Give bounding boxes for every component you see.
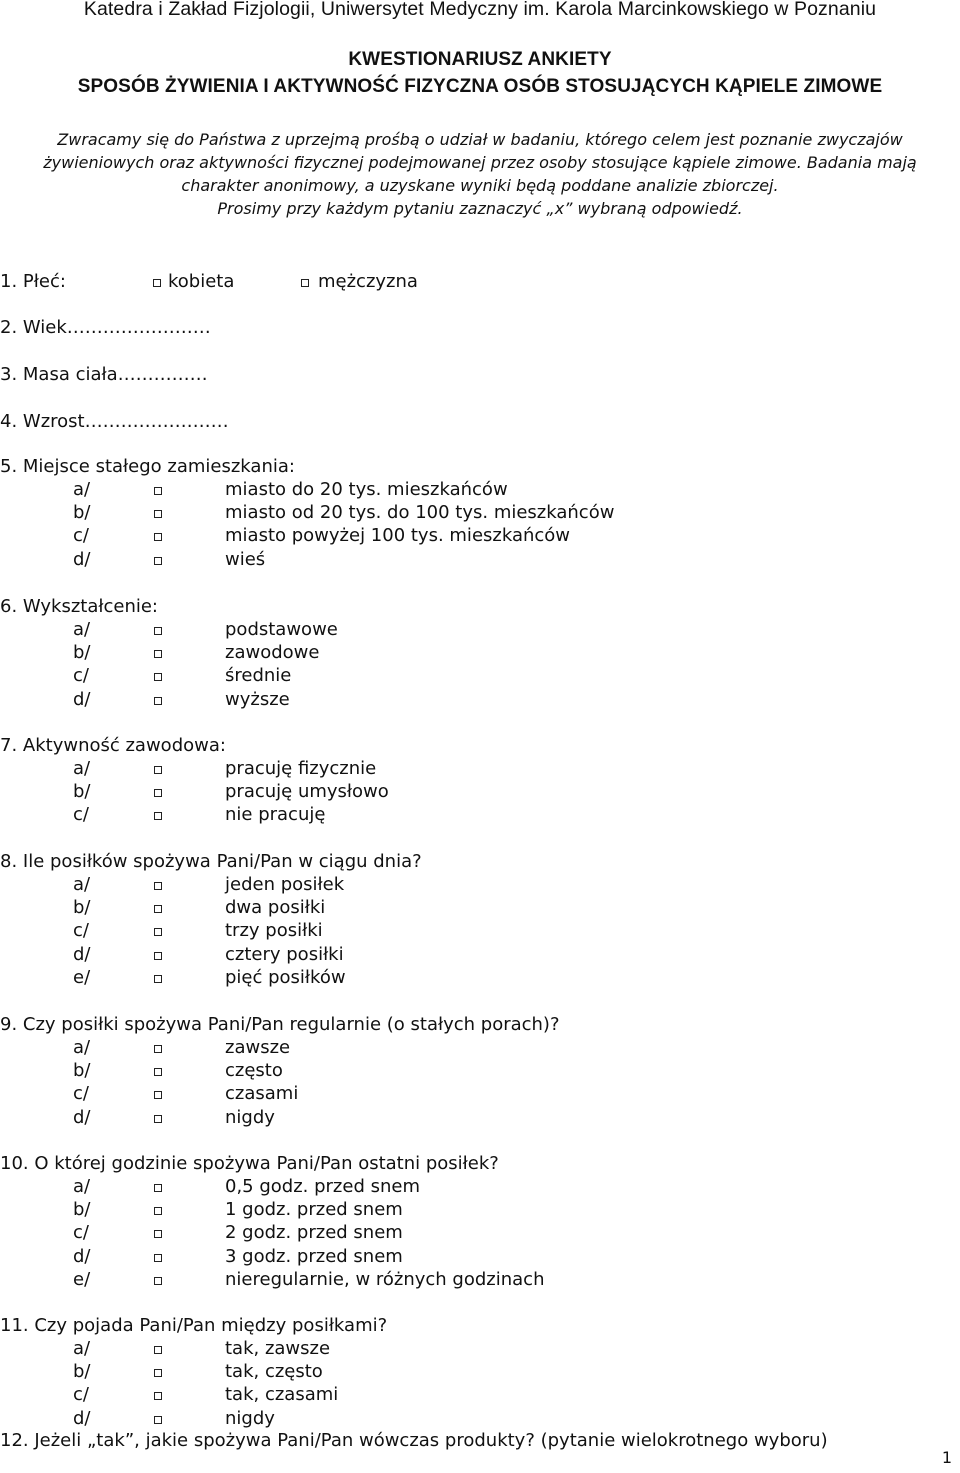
option-checkbox[interactable] [154,510,162,518]
option-label: a/ [73,1176,91,1197]
option-text: wieś [225,548,266,570]
checkbox-mezczyzna[interactable] [301,279,309,287]
page-number: 1 [941,1448,952,1467]
option-label: b/ [73,502,91,524]
option-label: a/ [73,874,91,895]
option-label: b/ [73,1199,91,1221]
option-checkbox[interactable] [154,487,162,495]
option-checkbox[interactable] [154,789,162,797]
intro-line: charakter anonimowy, a uzyskane wyniki będą poddane analizie zbiorczej. [181,176,779,195]
question-7: 7. Aktywność zawodowa: [0,735,226,756]
option-checkbox[interactable] [154,1115,162,1123]
option-kobieta: kobieta [168,271,235,292]
question-12: 12. Jeżeli „tak”, jakie spożywa Pani/Pan wówczas produkty? (pytanie wielokrotnego wyboru) [0,1430,828,1451]
option-text: jeden posiłek [225,874,345,895]
option-text: nigdy [225,1407,275,1429]
option-mezczyzna: mężczyzna [318,271,418,292]
option-checkbox[interactable] [154,1068,162,1076]
question-10: 10. O której godzinie spożywa Pani/Pan ostatni posiłek? [0,1153,499,1174]
option-text: dwa posiłki [225,897,326,919]
option-text: 2 godz. przed snem [225,1222,403,1244]
intro-line: Zwracamy się do Państwa z uprzejmą prośbą o udział w badaniu, którego celem jest poznanie zwyczajów [57,130,903,149]
option-label: c/ [73,804,89,826]
questionnaire-subtitle: SPOSÓB ŻYWIENIA I AKTYWNOŚĆ FIZYCZNA OSÓB STOSUJĄCYCH KĄPIELE ZIMOWE [77,76,883,97]
option-checkbox[interactable] [154,1230,162,1238]
option-label: b/ [73,642,91,664]
option-checkbox[interactable] [154,697,162,705]
option-label: b/ [73,897,91,919]
option-checkbox[interactable] [154,1045,162,1053]
option-label: a/ [73,1037,91,1058]
option-label: b/ [73,1361,91,1383]
option-checkbox[interactable] [154,766,162,774]
intro-line: Prosimy przy każdym pytaniu zaznaczyć „x” wybraną odpowiedź. [217,199,743,218]
option-label: c/ [73,525,89,547]
question-1 [0,271,66,293]
option-checkbox[interactable] [154,557,162,565]
option-text: miasto od 20 tys. do 100 tys. mieszkańców [225,502,615,524]
checkbox-kobieta[interactable] [153,279,161,287]
page-header: Katedra i Zakład Fizjologii, Uniwersytet Medyczny im. Karola Marcinkowskiego w Poznaniu [83,0,877,20]
option-text: trzy posiłki [225,920,323,942]
option-text: miasto powyżej 100 tys. mieszkańców [225,525,571,547]
option-checkbox[interactable] [154,975,162,983]
option-checkbox[interactable] [154,1277,162,1285]
option-text: 1 godz. przed snem [225,1199,403,1221]
option-text: często [225,1060,283,1082]
option-label: d/ [73,1407,91,1429]
option-checkbox[interactable] [154,812,162,820]
question-9: 9. Czy posiłki spożywa Pani/Pan regularnie (o stałych porach)? [0,1014,560,1035]
option-text: zawsze [225,1037,291,1058]
option-label: c/ [73,665,89,687]
option-checkbox[interactable] [154,1416,162,1424]
option-label: c/ [73,920,89,942]
option-checkbox[interactable] [154,533,162,541]
option-label: a/ [73,1338,91,1359]
option-text: 3 godz. przed snem [225,1245,403,1267]
intro-text [14,128,946,220]
option-checkbox[interactable] [154,1346,162,1354]
option-label: c/ [73,1384,89,1406]
question-11: 11. Czy pojada Pani/Pan między posiłkami? [0,1315,388,1336]
option-checkbox[interactable] [154,673,162,681]
option-label: b/ [73,781,91,803]
option-text: podstawowe [225,619,338,640]
option-label: d/ [73,943,91,965]
question-4: 4. Wzrost…………………… [0,411,229,432]
option-text: 0,5 godz. przed snem [225,1176,420,1197]
questionnaire-title: KWESTIONARIUSZ ANKIETY [348,49,612,70]
option-text: czasami [225,1083,299,1105]
option-label: c/ [73,1083,89,1105]
question-6: 6. Wykształcenie: [0,596,159,617]
option-label: c/ [73,1222,89,1244]
intro-line: żywieniowych oraz aktywności fizycznej podejmowanej przez osoby stosujące kąpiele zimowe. Badania mają [43,153,917,172]
option-text: tak, zawsze [225,1338,331,1359]
option-checkbox[interactable] [154,650,162,658]
option-text: średnie [225,665,292,687]
option-text: cztery posiłki [225,943,344,965]
option-checkbox[interactable] [154,952,162,960]
option-label: e/ [73,966,91,988]
option-text: nieregularnie, w różnych godzinach [225,1268,545,1290]
option-text: zawodowe [225,642,320,664]
option-text: tak, czasami [225,1384,339,1406]
question-8: 8. Ile posiłków spożywa Pani/Pan w ciągu dnia? [0,851,422,872]
option-label: a/ [73,619,91,640]
option-checkbox[interactable] [154,1207,162,1215]
option-text: tak, często [225,1361,323,1383]
option-checkbox[interactable] [154,1091,162,1099]
option-checkbox[interactable] [154,1184,162,1192]
question-2: 2. Wiek…………………… [0,317,211,338]
option-text: nigdy [225,1106,275,1128]
question-3: 3. Masa ciała…………… [0,364,208,385]
question-5: 5. Miejsce stałego zamieszkania: [0,456,295,477]
option-label: d/ [73,548,91,570]
option-checkbox[interactable] [154,928,162,936]
option-label: a/ [73,758,91,779]
option-label: d/ [73,1106,91,1128]
option-text: pięć posiłków [225,966,346,988]
option-label: a/ [73,479,91,500]
option-checkbox[interactable] [154,1254,162,1262]
question-text: 1. Płeć: [0,271,66,292]
option-text: pracuję umysłowo [225,781,389,803]
option-text: pracuję fizycznie [225,758,377,779]
option-label: d/ [73,688,91,710]
option-checkbox[interactable] [154,627,162,635]
option-label: e/ [73,1268,91,1290]
option-text: nie pracuję [225,804,326,826]
option-text: miasto do 20 tys. mieszkańców [225,479,508,500]
option-checkbox[interactable] [154,882,162,890]
option-label: d/ [73,1245,91,1267]
option-checkbox[interactable] [154,905,162,913]
option-checkbox[interactable] [154,1392,162,1400]
option-checkbox[interactable] [154,1369,162,1377]
option-label: b/ [73,1060,91,1082]
option-text: wyższe [225,688,290,710]
